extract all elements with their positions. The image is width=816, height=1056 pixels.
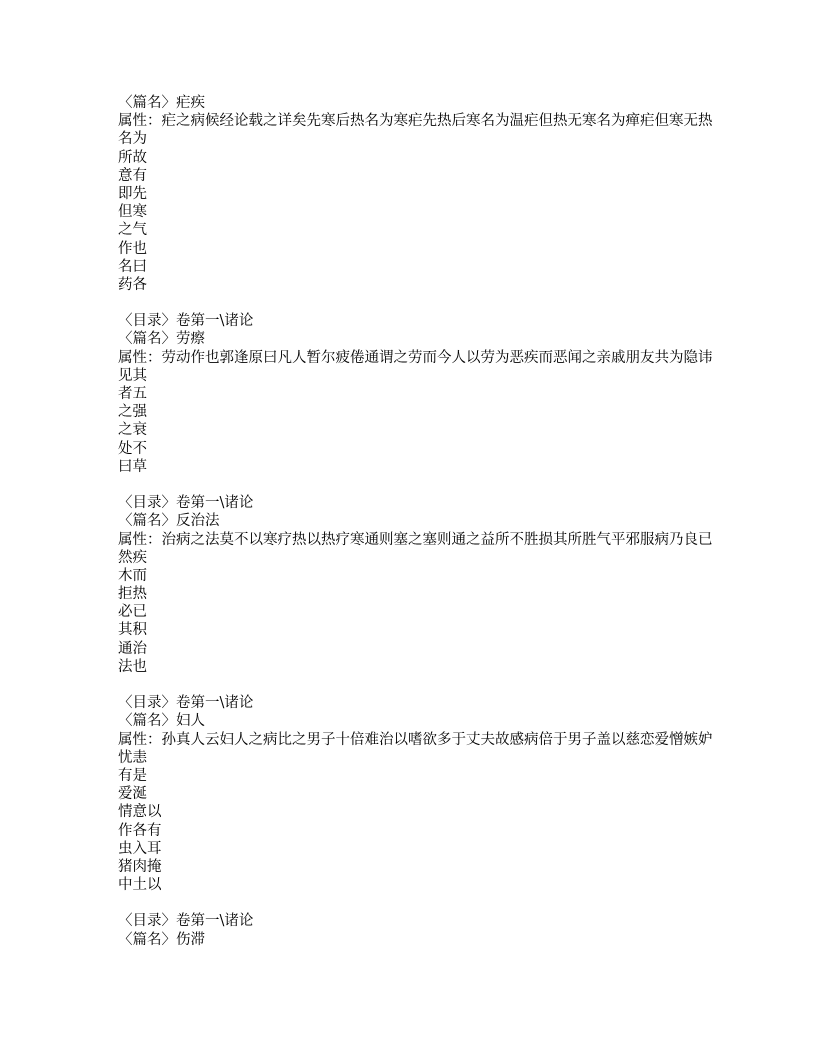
continuation-line: 名为	[118, 131, 147, 148]
entry-title: 〈篇名〉疟疾	[118, 95, 205, 111]
entry-attribute: 属性：孙真人云妇人之病比之男子十倍难治以嗜欲多于丈夫故感病倍于男子盖以慈恋爱憎嫉妒	[118, 731, 713, 748]
entry-catalog: 〈目录〉卷第一\诸论	[118, 913, 254, 930]
continuation-line: 虫入耳	[118, 840, 162, 857]
continuation-line: 猪肉掩	[118, 858, 162, 875]
continuation-line: 木而	[118, 567, 147, 584]
continuation-line: 法也	[118, 658, 147, 675]
continuation-line: 然疾	[118, 549, 147, 566]
continuation-line: 其积	[118, 622, 147, 639]
continuation-line: 之强	[118, 404, 147, 421]
continuation-line: 作各有	[118, 822, 162, 839]
continuation-line: 见其	[118, 367, 147, 384]
continuation-line: 之衰	[118, 422, 147, 439]
continuation-line: 作也	[118, 240, 147, 257]
continuation-line: 曰草	[118, 458, 147, 475]
continuation-line: 但寒	[118, 204, 147, 221]
continuation-line: 必已	[118, 604, 147, 621]
entry-furen	[118, 694, 718, 894]
continuation-line: 药各	[118, 276, 147, 293]
entry-title: 〈篇名〉反治法	[118, 513, 220, 530]
entry-fanzhifa	[118, 494, 718, 676]
entry-laozhai	[118, 312, 718, 476]
entry-attribute: 属性：治病之法莫不以寒疗热以热疗寒通则塞之塞则通之益所不胜损其所胜气平邪服病乃良已	[118, 531, 713, 548]
continuation-line: 有是	[118, 767, 147, 784]
continuation-line: 忧恚	[118, 749, 147, 766]
continuation-line: 名曰	[118, 258, 147, 275]
continuation-line: 意有	[118, 167, 147, 184]
document-page	[118, 94, 718, 967]
continuation-line: 即先	[118, 185, 147, 202]
continuation-line: 者五	[118, 386, 147, 402]
entry-nueji	[118, 94, 718, 294]
entry-attribute: 属性：疟之病候经论载之详矣先寒后热名为寒疟先热后寒名为温疟但热无寒名为瘅疟但寒无热	[118, 113, 713, 130]
entry-shangzhi	[118, 912, 718, 948]
entry-title: 〈篇名〉伤滞	[118, 931, 205, 948]
entry-catalog: 〈目录〉卷第一\诸论	[118, 313, 254, 330]
continuation-line: 拒热	[118, 586, 147, 603]
continuation-line: 所故	[118, 149, 147, 166]
entry-catalog: 〈目录〉卷第一\诸论	[118, 495, 254, 512]
continuation-line: 爱涎	[118, 786, 147, 803]
continuation-line: 之气	[118, 222, 147, 239]
continuation-line: 中土以	[118, 877, 162, 894]
entry-title: 〈篇名〉妇人	[118, 713, 205, 730]
continuation-line: 通治	[118, 640, 147, 657]
continuation-line: 处不	[118, 440, 147, 457]
entry-attribute: 属性：劳动作也郭逢原曰凡人暂尔疲倦通谓之劳而今人以劳为恶疾而恶闻之亲戚朋友共为隐讳	[118, 349, 713, 366]
continuation-line: 情意以	[118, 804, 162, 821]
entry-title: 〈篇名〉劳瘵	[118, 331, 205, 348]
entry-catalog: 〈目录〉卷第一\诸论	[118, 695, 254, 712]
